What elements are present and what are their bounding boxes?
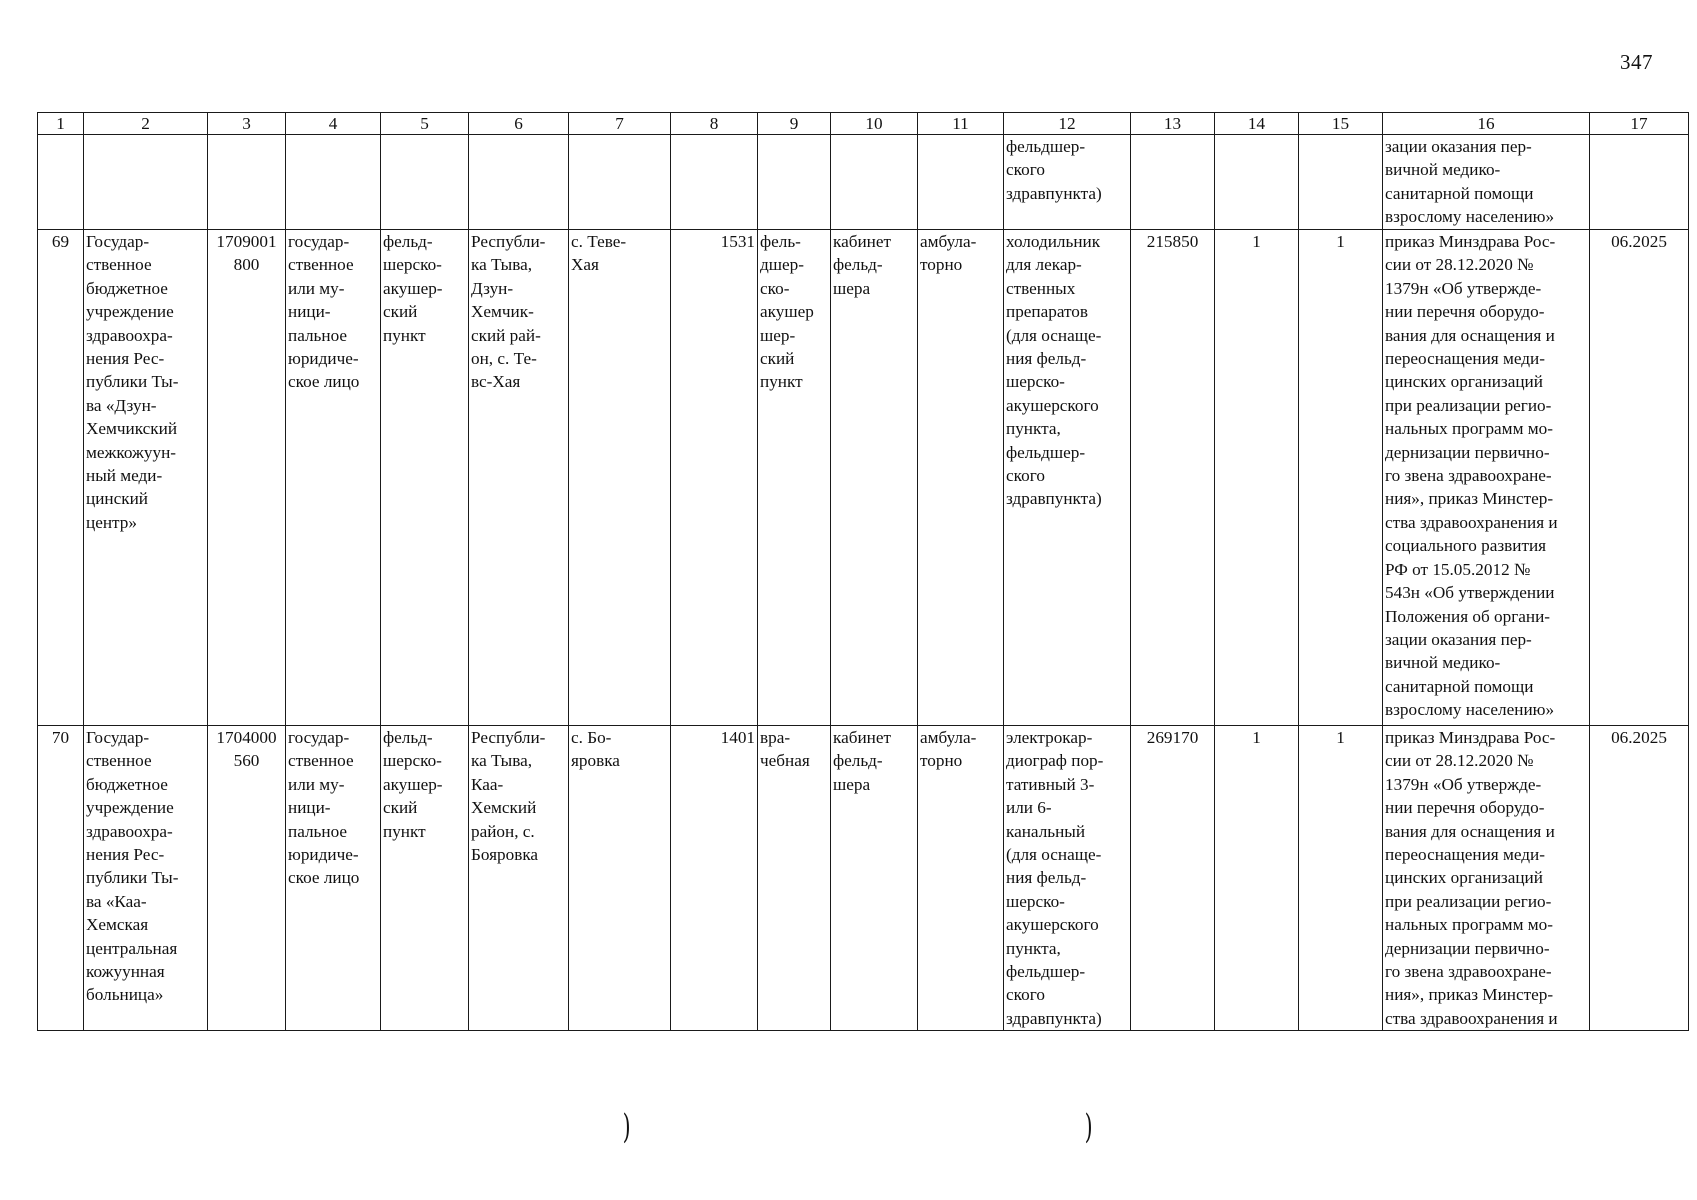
table-cell bbox=[671, 135, 758, 230]
cell-text: ственное bbox=[288, 255, 354, 275]
cell-text: пункт bbox=[760, 372, 803, 392]
table-cell bbox=[208, 135, 286, 230]
cell-text: с. Теве- bbox=[571, 232, 627, 251]
table-cell bbox=[569, 726, 671, 1031]
table-cell bbox=[758, 726, 831, 1031]
cell-text: ский bbox=[760, 349, 795, 369]
cell-text: ское лицо bbox=[288, 372, 360, 392]
cell-text: ния фельд- bbox=[1006, 349, 1087, 369]
column-header: 4 bbox=[286, 113, 381, 135]
cell-text: шерско- bbox=[383, 751, 442, 771]
cell-text: дернизации первично- bbox=[1385, 442, 1550, 462]
cell-text: фельдшер- bbox=[1006, 137, 1086, 156]
cell-text: Бояровка bbox=[471, 845, 539, 865]
table-row bbox=[38, 135, 1689, 230]
cell-text: амбула- bbox=[920, 728, 977, 747]
column-header: 11 bbox=[918, 113, 1004, 135]
cell-text: больница» bbox=[86, 985, 164, 1005]
table-cell bbox=[381, 726, 469, 1031]
cell-text: санитарной помощи bbox=[1385, 183, 1534, 203]
table-cell bbox=[1299, 230, 1383, 726]
column-header: 16 bbox=[1383, 113, 1590, 135]
cell-text: диограф пор- bbox=[1006, 751, 1104, 771]
cell-text: Государ- bbox=[86, 728, 150, 747]
cell-text: вания для оснащения и bbox=[1385, 325, 1555, 345]
cell-text: ственное bbox=[86, 751, 152, 771]
cell-text: при реализации регио- bbox=[1385, 395, 1552, 415]
table-cell bbox=[758, 135, 831, 230]
cell-text: приказ Минздрава Рос- bbox=[1385, 728, 1556, 747]
column-header: 13 bbox=[1131, 113, 1215, 135]
cell-text: 06.2025 bbox=[1611, 728, 1667, 747]
cell-text: фельдшер- bbox=[1006, 962, 1086, 982]
cell-text: переоснащения меди- bbox=[1385, 349, 1545, 369]
cell-text: 1 bbox=[1252, 728, 1261, 747]
table-cell bbox=[1590, 726, 1689, 1031]
column-header: 5 bbox=[381, 113, 469, 135]
cell-text: тативный 3- bbox=[1006, 774, 1095, 794]
table-cell bbox=[286, 135, 381, 230]
cell-text: 215850 bbox=[1146, 232, 1199, 251]
table-row bbox=[38, 230, 1689, 726]
cell-text: нии перечня оборудо- bbox=[1385, 798, 1545, 818]
table-cell bbox=[1215, 135, 1299, 230]
handwritten-mark: ) bbox=[622, 1107, 631, 1147]
table-cell bbox=[1215, 726, 1299, 1031]
cell-text: ния», приказ Минстер- bbox=[1385, 985, 1554, 1005]
cell-text: или му- bbox=[288, 774, 345, 794]
table-cell bbox=[1383, 230, 1590, 726]
cell-text: ское лицо bbox=[288, 868, 360, 888]
cell-text: 06.2025 bbox=[1611, 232, 1667, 251]
cell-text: ского bbox=[1006, 466, 1045, 486]
page-number: 347 bbox=[1620, 50, 1653, 74]
cell-text: 1379н «Об утвержде- bbox=[1385, 278, 1542, 298]
cell-text: шера bbox=[833, 278, 871, 298]
table-cell bbox=[1590, 230, 1689, 726]
cell-text: публики Ты- bbox=[86, 372, 179, 392]
column-header: 3 bbox=[208, 113, 286, 135]
column-header: 7 bbox=[569, 113, 671, 135]
cell-text: Хемский bbox=[471, 798, 537, 818]
cell-text: Положения об органи- bbox=[1385, 606, 1551, 626]
cell-text: вс-Хая bbox=[471, 372, 521, 392]
cell-text: ского bbox=[1006, 160, 1045, 180]
cell-text: Хемская bbox=[86, 915, 149, 935]
cell-text: 1704000 bbox=[216, 728, 277, 747]
cell-text: вичной медико- bbox=[1385, 160, 1501, 180]
cell-text: акушерского bbox=[1006, 915, 1099, 935]
cell-text: центр» bbox=[86, 512, 137, 532]
table-cell bbox=[1590, 135, 1689, 230]
table-cell bbox=[286, 230, 381, 726]
cell-text: район, с. bbox=[471, 821, 535, 841]
table-cell bbox=[208, 230, 286, 726]
cell-text: 560 bbox=[233, 751, 260, 771]
cell-text: фель- bbox=[760, 232, 801, 251]
cell-text: 1 bbox=[1336, 232, 1345, 251]
cell-text: ственных bbox=[1006, 278, 1076, 298]
cell-text: цинских организаций bbox=[1385, 372, 1543, 392]
cell-text: 1 bbox=[1336, 728, 1345, 747]
cell-text: дернизации первично- bbox=[1385, 938, 1550, 958]
cell-text: при реализации регио- bbox=[1385, 891, 1552, 911]
cell-text: амбула- bbox=[920, 232, 977, 251]
column-header: 8 bbox=[671, 113, 758, 135]
cell-text: фельд- bbox=[383, 232, 433, 251]
table-cell bbox=[671, 726, 758, 1031]
cell-text: торно bbox=[920, 255, 963, 275]
cell-text: сии от 28.12.2020 № bbox=[1385, 255, 1534, 275]
table-cell bbox=[84, 135, 208, 230]
cell-text: 543н «Об утверждении bbox=[1385, 583, 1555, 603]
cell-text: переоснащения меди- bbox=[1385, 845, 1545, 865]
cell-text: цинский bbox=[86, 489, 148, 509]
cell-text: нии перечня оборудо- bbox=[1385, 302, 1545, 322]
cell-text: Республи- bbox=[471, 728, 546, 747]
table-cell bbox=[381, 230, 469, 726]
table-cell bbox=[831, 230, 918, 726]
table-cell bbox=[671, 230, 758, 726]
cell-text: кабинет bbox=[833, 232, 891, 251]
cell-text: государ- bbox=[288, 728, 350, 747]
cell-text: фельдшер- bbox=[1006, 442, 1086, 462]
cell-text: ский рай- bbox=[471, 325, 541, 345]
column-header: 14 bbox=[1215, 113, 1299, 135]
cell-text: акушерского bbox=[1006, 395, 1099, 415]
cell-text: Государ- bbox=[86, 232, 150, 251]
cell-text: для лекар- bbox=[1006, 255, 1082, 275]
cell-text: 1709001 bbox=[216, 232, 277, 251]
cell-text: нения Рес- bbox=[86, 349, 165, 369]
cell-text: ский bbox=[383, 302, 418, 322]
cell-text: здравпункта) bbox=[1006, 1008, 1102, 1028]
cell-text: ния», приказ Минстер- bbox=[1385, 489, 1554, 509]
cell-text: учреждение bbox=[86, 302, 174, 322]
column-header: 2 bbox=[84, 113, 208, 135]
cell-text: го звена здравоохране- bbox=[1385, 962, 1552, 982]
table-cell bbox=[1383, 726, 1590, 1031]
cell-text: кожуунная bbox=[86, 962, 165, 982]
table-cell bbox=[469, 230, 569, 726]
cell-text: 69 bbox=[51, 232, 70, 251]
cell-text: социального развития bbox=[1385, 536, 1547, 556]
table-cell bbox=[569, 135, 671, 230]
cell-text: пункт bbox=[383, 325, 426, 345]
cell-text: бюджетное bbox=[86, 774, 168, 794]
cell-text: холодильник bbox=[1006, 232, 1101, 251]
cell-text: шера bbox=[833, 774, 871, 794]
cell-text: учреждение bbox=[86, 798, 174, 818]
cell-text: ници- bbox=[288, 798, 331, 818]
cell-text: ско- bbox=[760, 278, 790, 298]
cell-text: приказ Минздрава Рос- bbox=[1385, 232, 1556, 251]
cell-text: ный меди- bbox=[86, 466, 163, 486]
column-header: 10 bbox=[831, 113, 918, 135]
cell-text: кабинет bbox=[833, 728, 891, 747]
cell-text: Республи- bbox=[471, 232, 546, 251]
table-cell bbox=[38, 726, 84, 1031]
column-header: 6 bbox=[469, 113, 569, 135]
cell-text: 1401 bbox=[720, 728, 755, 747]
cell-text: здравпункта) bbox=[1006, 489, 1102, 509]
cell-text: зации оказания пер- bbox=[1385, 629, 1532, 649]
cell-text: здравпункта) bbox=[1006, 183, 1102, 203]
table-cell bbox=[38, 230, 84, 726]
cell-text: препаратов bbox=[1006, 302, 1089, 322]
cell-text: нальных программ мо- bbox=[1385, 419, 1553, 439]
cell-text: ния фельд- bbox=[1006, 868, 1087, 888]
cell-text: 1531 bbox=[720, 232, 755, 251]
cell-text: фельд- bbox=[383, 728, 433, 747]
cell-text: сии от 28.12.2020 № bbox=[1385, 751, 1534, 771]
cell-text: государ- bbox=[288, 232, 350, 251]
cell-text: бюджетное bbox=[86, 278, 168, 298]
cell-text: пункта, bbox=[1006, 419, 1061, 439]
table-cell bbox=[469, 135, 569, 230]
table-cell bbox=[84, 230, 208, 726]
table-cell bbox=[1299, 135, 1383, 230]
cell-text: 1 bbox=[1252, 232, 1261, 251]
cell-text: зации оказания пер- bbox=[1385, 137, 1532, 156]
cell-text: го звена здравоохране- bbox=[1385, 466, 1552, 486]
cell-text: РФ от 15.05.2012 № bbox=[1385, 559, 1531, 579]
handwritten-mark: ) bbox=[1084, 1107, 1093, 1147]
cell-text: ского bbox=[1006, 985, 1045, 1005]
table-row bbox=[38, 726, 1689, 1031]
cell-text: публики Ты- bbox=[86, 868, 179, 888]
column-header: 12 bbox=[1004, 113, 1131, 135]
cell-text: 800 bbox=[233, 255, 260, 275]
column-header: 9 bbox=[758, 113, 831, 135]
table-cell bbox=[1004, 726, 1131, 1031]
cell-text: 70 bbox=[51, 728, 70, 747]
cell-text: 1379н «Об утвержде- bbox=[1385, 774, 1542, 794]
cell-text: шер- bbox=[760, 325, 796, 345]
cell-text: ка Тыва, bbox=[471, 751, 533, 771]
cell-text: ва «Каа- bbox=[86, 891, 147, 911]
cell-text: электрокар- bbox=[1006, 728, 1093, 747]
cell-text: ства здравоохранения и bbox=[1385, 512, 1558, 532]
cell-text: межкожуун- bbox=[86, 442, 177, 462]
cell-text: юридиче- bbox=[288, 845, 359, 865]
column-header: 17 bbox=[1590, 113, 1689, 135]
cell-text: чебная bbox=[760, 751, 810, 771]
cell-text: дшер- bbox=[760, 255, 804, 275]
table-cell bbox=[1299, 726, 1383, 1031]
cell-text: ский bbox=[383, 798, 418, 818]
table-cell bbox=[1004, 230, 1131, 726]
cell-text: пальное bbox=[288, 821, 348, 841]
table-cell bbox=[569, 230, 671, 726]
table-cell bbox=[1004, 135, 1131, 230]
cell-text: здравоохра- bbox=[86, 325, 173, 345]
table-cell bbox=[469, 726, 569, 1031]
cell-text: ка Тыва, bbox=[471, 255, 533, 275]
cell-text: Хемчикский bbox=[86, 419, 178, 439]
cell-text: или му- bbox=[288, 278, 345, 298]
cell-text: он, с. Те- bbox=[471, 349, 537, 369]
cell-text: вичной медико- bbox=[1385, 653, 1501, 673]
cell-text: пункта, bbox=[1006, 938, 1061, 958]
cell-text: вания для оснащения и bbox=[1385, 821, 1555, 841]
cell-text: акушер- bbox=[383, 278, 443, 298]
cell-text: Хемчик- bbox=[471, 302, 534, 322]
cell-text: шерско- bbox=[383, 255, 442, 275]
header-row bbox=[38, 113, 1689, 135]
cell-text: ственное bbox=[288, 751, 354, 771]
table-cell bbox=[831, 726, 918, 1031]
cell-text: пункт bbox=[383, 821, 426, 841]
column-header: 1 bbox=[38, 113, 84, 135]
data-table bbox=[37, 112, 1689, 1031]
cell-text: фельд- bbox=[833, 751, 883, 771]
table-cell bbox=[918, 230, 1004, 726]
cell-text: ства здравоохранения и bbox=[1385, 1008, 1558, 1028]
cell-text: или 6- bbox=[1006, 798, 1052, 818]
cell-text: нения Рес- bbox=[86, 845, 165, 865]
cell-text: фельд- bbox=[833, 255, 883, 275]
cell-text: цинских организаций bbox=[1385, 868, 1543, 888]
table-cell bbox=[208, 726, 286, 1031]
cell-text: ници- bbox=[288, 302, 331, 322]
cell-text: (для оснаще- bbox=[1006, 845, 1102, 865]
cell-text: Хая bbox=[571, 255, 599, 275]
cell-text: торно bbox=[920, 751, 963, 771]
table-cell bbox=[38, 135, 84, 230]
cell-text: здравоохра- bbox=[86, 821, 173, 841]
cell-text: взрослому населению» bbox=[1385, 700, 1555, 720]
cell-text: канальный bbox=[1006, 821, 1086, 841]
cell-text: нальных программ мо- bbox=[1385, 915, 1553, 935]
cell-text: (для оснаще- bbox=[1006, 325, 1102, 345]
cell-text: яровка bbox=[571, 751, 620, 771]
table-cell bbox=[381, 135, 469, 230]
cell-text: акушер bbox=[760, 302, 814, 322]
cell-text: вра- bbox=[760, 728, 791, 747]
table-cell bbox=[918, 726, 1004, 1031]
cell-text: ва «Дзун- bbox=[86, 395, 157, 415]
cell-text: с. Бо- bbox=[571, 728, 612, 747]
table-cell bbox=[84, 726, 208, 1031]
column-header: 15 bbox=[1299, 113, 1383, 135]
cell-text: Каа- bbox=[471, 774, 504, 794]
table-cell bbox=[758, 230, 831, 726]
table-cell bbox=[1383, 135, 1590, 230]
cell-text: Дзун- bbox=[471, 278, 514, 298]
table-cell bbox=[831, 135, 918, 230]
table-cell bbox=[1131, 135, 1215, 230]
cell-text: юридиче- bbox=[288, 349, 359, 369]
cell-text: 269170 bbox=[1146, 728, 1199, 747]
table-cell bbox=[1215, 230, 1299, 726]
cell-text: центральная bbox=[86, 938, 178, 958]
cell-text: взрослому населению» bbox=[1385, 207, 1555, 227]
table-cell bbox=[1131, 230, 1215, 726]
table-cell bbox=[1131, 726, 1215, 1031]
cell-text: пальное bbox=[288, 325, 348, 345]
table-cell bbox=[918, 135, 1004, 230]
cell-text: акушер- bbox=[383, 774, 443, 794]
cell-text: ственное bbox=[86, 255, 152, 275]
cell-text: шерско- bbox=[1006, 891, 1065, 911]
cell-text: шерско- bbox=[1006, 372, 1065, 392]
table-cell bbox=[286, 726, 381, 1031]
cell-text: санитарной помощи bbox=[1385, 676, 1534, 696]
